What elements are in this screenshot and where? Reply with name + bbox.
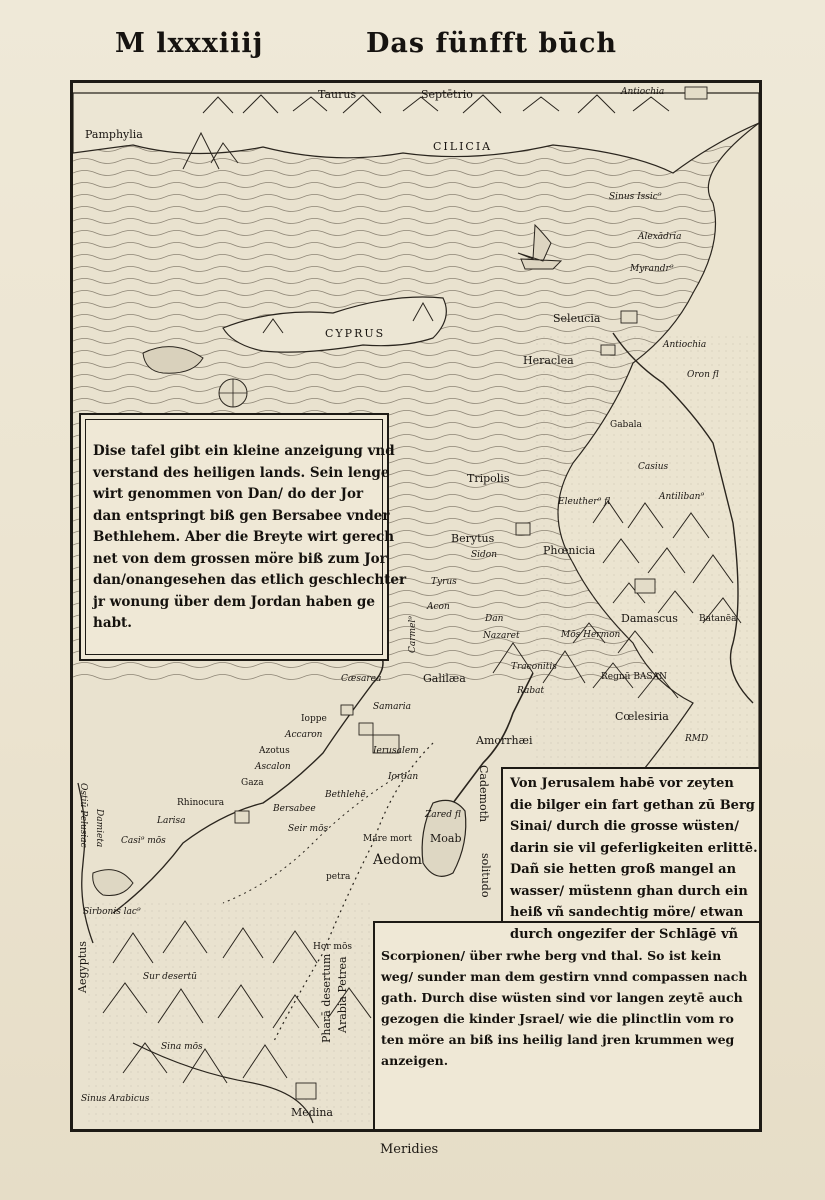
- label-sirbonis: Sirbonis lac⁹: [83, 907, 141, 917]
- label-myrandrus: Myrandr⁹: [630, 264, 674, 274]
- label-moab: Moab: [430, 832, 462, 845]
- label-accaron: Accaron: [285, 730, 323, 740]
- label-sina: Sina mōs: [161, 1042, 203, 1052]
- label-solitudo: solitudo: [479, 853, 492, 898]
- label-cyprus: CYPRUS: [325, 327, 386, 340]
- label-dan: Dan: [485, 614, 504, 624]
- label-traconitis: Traconitis: [511, 662, 557, 672]
- label-ioppe: Ioppe: [301, 714, 327, 724]
- label-gabala: Gabala: [610, 420, 642, 430]
- label-tripolis: Tripolis: [467, 472, 510, 485]
- label-iordanis: Iordan: [388, 772, 419, 782]
- label-alexandria: Alexādria: [638, 232, 682, 242]
- label-casius: Casius: [638, 462, 669, 472]
- label-sidon: Sidon: [471, 550, 498, 560]
- running-head: Das fünfft būch: [366, 28, 618, 59]
- label-arabia-petrea: Arabia Petrea: [336, 956, 349, 1033]
- label-tyrus: Tyrus: [431, 577, 457, 587]
- label-seleucia: Seleucia: [553, 312, 601, 325]
- label-sinus-issicus: Sinus Issic⁹: [609, 192, 662, 202]
- label-aegyptus: Aegyptus: [76, 941, 89, 993]
- label-sinus-arabicus: Sinus Arabicus: [81, 1094, 150, 1104]
- label-casius-mons: Casi⁹ mōs: [121, 836, 166, 846]
- label-monogram: RMD: [685, 734, 709, 744]
- label-larisa: Larisa: [157, 816, 186, 826]
- label-mare-mortuum: Mare mort: [363, 834, 412, 844]
- label-south: Meridies: [380, 1142, 439, 1157]
- label-medina: Medina: [291, 1106, 333, 1119]
- label-mons-hermon: Mōs Hermon: [561, 630, 621, 640]
- label-bethlehem: Bethlehē: [325, 790, 366, 800]
- label-phoenicia: Phœnicia: [543, 544, 596, 557]
- folio-number: M lxxxiiij: [115, 28, 264, 59]
- label-bersabee: Bersabee: [273, 804, 316, 814]
- label-rabat: Rabat: [517, 686, 545, 696]
- label-north: Septētrio: [421, 88, 473, 101]
- label-seir-mons: Seir mōs: [288, 824, 329, 834]
- label-ostium: Ostiū Pelusiac: [78, 783, 88, 848]
- label-damieta: Damieta: [94, 809, 104, 848]
- label-gaza: Gaza: [241, 778, 264, 788]
- label-ascalon: Ascalon: [255, 762, 291, 772]
- label-samaria: Samaria: [373, 702, 411, 712]
- label-galilaea: Galilæa: [423, 672, 466, 685]
- cartouche-2-text-upper: Von Jerusalem habē vor zeyten die bilger ein fart gethan zū Berg Sinai/ durch die grosse wüsten/ darin sie vil geferligkeiten erlittē. Dañ sie hetten groß mangel an wasser/ müstenn ghan durch ein heiß vñ sandechtig möre/ etwan durch ongezifer der Schlāgē vñ: [510, 776, 758, 942]
- label-zared: Zared fl: [425, 810, 461, 820]
- label-amorrhaei: Amorrhæi: [476, 734, 533, 747]
- label-petra: petra: [326, 872, 351, 882]
- label-ierusalem: Ierusalem: [373, 746, 419, 756]
- label-azotus: Azotus: [259, 746, 290, 756]
- label-pharan: Pharā desertum: [320, 953, 333, 1043]
- label-eleutherus: Eleuther⁹ fl: [558, 497, 611, 507]
- label-taurus: Taurus: [318, 88, 357, 101]
- text-cartouche-1: [79, 413, 407, 661]
- map-frame: [70, 80, 762, 1132]
- label-batanea: Batanēa: [699, 614, 737, 624]
- label-carmelus: Carmel⁹: [408, 616, 418, 653]
- label-pamphylia: Pamphylia: [85, 128, 143, 141]
- label-rhinocura: Rhinocura: [177, 798, 225, 808]
- label-orontes: Oron fl: [687, 370, 719, 380]
- cartouche-1-text: Dise tafel gibt ein kleine anzeigung vnd verstand des heiligen lands. Sein lenge wirt genommen von Dan/ do der Jor dan entspringt biß gen Bersabee vnder Bethlehem. Aber die Breyte wirt gerech net von dem grossen möre biß zum Jor dan/onangesehen das etlich geschlechter jr wonung über dem Jordan haben ge habt.: [93, 443, 407, 631]
- label-aedom: Aedom: [373, 852, 423, 868]
- label-acon: Acon: [427, 602, 450, 612]
- label-coelesyria: Cœlesiria: [615, 710, 669, 723]
- cartouche-2-text-lower: Scorpionen/ über rwhe berg vnd thal. So ist kein weg/ sunder man dem gestirn vnnd compassen nach gath. Durch dise wüsten sind vor langen zeytē auch gezogen die kinder Jsrael/ wie die plinctlin vom ro ten möre an biß ins heilig land jren krummen weg anzeigen.: [381, 948, 748, 1068]
- label-cademoth: Cademoth: [477, 765, 490, 823]
- label-caesarea: Cæsarea: [341, 674, 382, 684]
- label-cilicia: CILICIA: [433, 140, 493, 153]
- label-berytus: Berytus: [451, 532, 495, 545]
- label-heraclea: Heraclea: [523, 354, 574, 367]
- label-antiochia-top: Antiochia: [621, 87, 665, 97]
- label-nazaret: Nazaret: [483, 631, 520, 641]
- label-antilibanus: Antiliban⁹: [659, 492, 705, 502]
- label-damascus: Damascus: [621, 612, 678, 625]
- label-antiochia: Antiochia: [663, 340, 707, 350]
- label-sur: Sur desertū: [143, 972, 197, 982]
- label-hor-mons: Hor mōs: [313, 942, 353, 952]
- label-regnum-basan: Regnū BASAN: [601, 672, 667, 682]
